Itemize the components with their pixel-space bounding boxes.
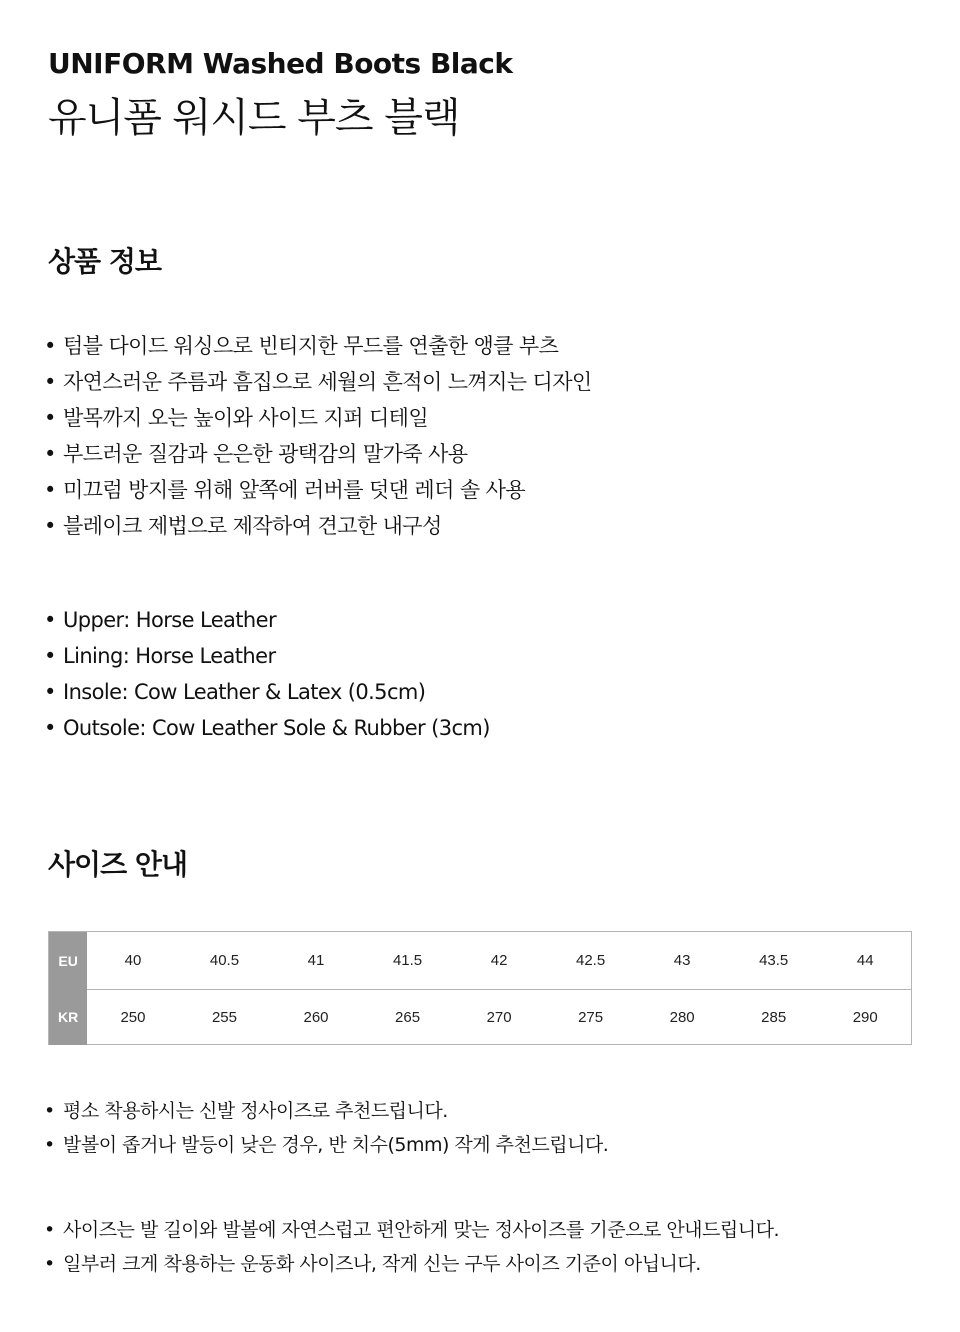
size-note: • 발볼이 좁거나 발등이 낮은 경우, 반 치수(5mm) 작게 추천드립니다. (44, 1134, 609, 1156)
row-header-eu: EU (49, 932, 87, 989)
feature-item: • 부드러운 질감과 은은한 광택감의 말가죽 사용 (44, 442, 468, 466)
size-cell: 42 (490, 952, 508, 969)
size-guide-heading: 사이즈 안내 (48, 848, 187, 881)
feature-list (44, 328, 592, 544)
size-row-eu (49, 932, 911, 990)
material-item: • Lining: Horse Leather (44, 644, 276, 668)
size-cell: 42.5 (576, 952, 606, 969)
size-cell: 275 (578, 1008, 604, 1026)
size-cell: 41.5 (392, 952, 423, 969)
size-cell: 280 (669, 1008, 695, 1026)
product-info-heading: 상품 정보 (48, 245, 161, 278)
material-list (44, 602, 490, 746)
size-note: • 평소 착용하시는 신발 정사이즈로 추천드립니다. (44, 1100, 448, 1122)
size-cell: 270 (486, 1008, 512, 1026)
size-basis-list (44, 1213, 779, 1281)
size-cell: 41 (307, 952, 325, 969)
size-cell: 285 (761, 1008, 787, 1026)
size-cell: 290 (852, 1008, 878, 1026)
size-cell: 265 (395, 1008, 421, 1026)
feature-item: • 미끄럼 방지를 위해 앞쪽에 러버를 덧댄 레더 솔 사용 (44, 478, 526, 502)
material-item: • Insole: Cow Leather & Latex (0.5cm) (44, 680, 426, 704)
product-title-en: UNIFORM Washed Boots Black (48, 47, 513, 80)
size-cell: 255 (211, 1008, 237, 1026)
size-row-kr (49, 989, 911, 1045)
feature-item: • 블레이크 제법으로 제작하여 견고한 내구성 (44, 514, 442, 538)
size-cell: 250 (120, 1008, 146, 1026)
size-cell: 43.5 (759, 952, 789, 969)
size-cell: 40 (124, 952, 142, 969)
size-cell: 43 (673, 952, 691, 969)
size-note: • 일부러 크게 착용하는 운동화 사이즈나, 작게 신는 구두 사이즈 기준이 아닙니다. (44, 1253, 701, 1275)
material-item: • Outsole: Cow Leather Sole & Rubber (3cm) (44, 716, 490, 740)
feature-item: • 발목까지 오는 높이와 사이드 지퍼 디테일 (44, 406, 429, 430)
feature-item: • 텀블 다이드 워싱으로 빈티지한 무드를 연출한 앵클 부츠 (44, 334, 559, 358)
feature-item: • 자연스러운 주름과 흠집으로 세월의 흔적이 느껴지는 디자인 (44, 370, 592, 394)
size-cell: 260 (303, 1008, 329, 1026)
row-header-kr: KR (49, 989, 87, 1045)
material-item: • Upper: Horse Leather (44, 608, 276, 632)
size-cell: 40.5 (209, 952, 240, 969)
size-table (48, 931, 912, 1045)
size-note: • 사이즈는 발 길이와 발볼에 자연스럽고 편안하게 맞는 정사이즈를 기준으로 안내드립니다. (44, 1219, 779, 1241)
size-notes-list (44, 1094, 608, 1162)
product-title-ko: 유니폼 워시드 부츠 블랙 (48, 95, 460, 141)
size-cell: 44 (856, 952, 874, 969)
